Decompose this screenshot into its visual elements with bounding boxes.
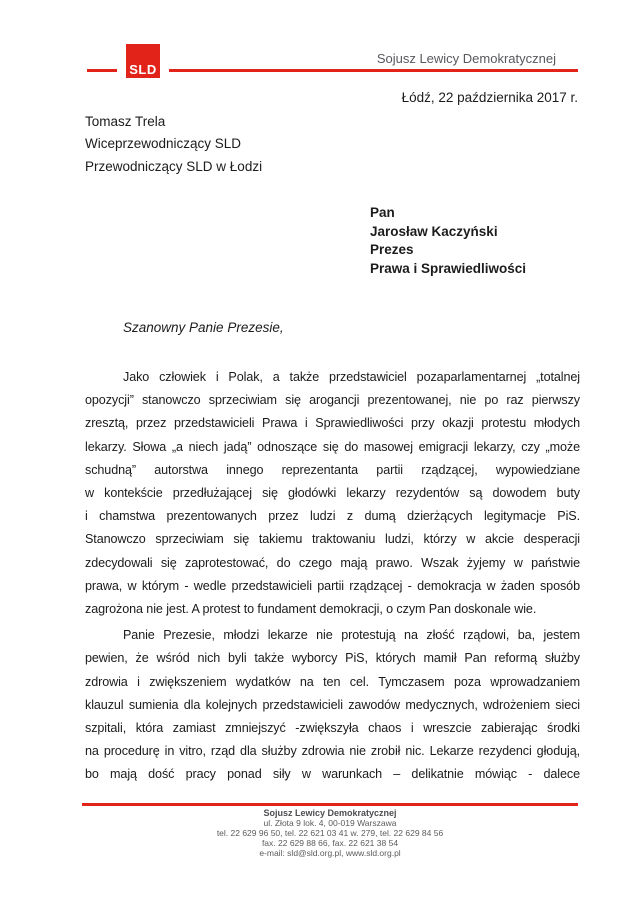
body-line: lekarzy. Słowa „a niech jadą” odnoszące się do masowej emigracji lekarzy, czy „może <box>85 439 580 454</box>
body-line: Panie Prezesie, młodzi lekarze nie protestują na złość rządowi, ba, jestem <box>123 628 580 643</box>
footer-org-name: Sojusz Lewicy Demokratycznej <box>263 808 397 818</box>
footer-rule <box>82 803 578 806</box>
body-line: schudną” autorstwa innego reprezentanta partii rządzącej, wypowiedziane <box>85 462 580 477</box>
body-line: zdecydowali się zaprotestować, do czego mają prawo. Wszak żyjemy w państwie <box>85 555 580 570</box>
body-line: szpitali, która zamiast zmniejszyć -zwiększyła chaos i wreszcie zabierając środki <box>85 721 580 736</box>
body-line: zagrożona nie jest. A protest to fundament demokracji, o czym Pan doskonale wie. <box>85 602 537 617</box>
salutation: Szanowny Panie Prezesie, <box>123 320 284 335</box>
header-rule-right <box>169 69 578 72</box>
body-line: pewien, że wśród nich byli także wyborcy PiS, których mamił Pan reformą służby <box>85 651 580 666</box>
sld-logo <box>126 44 160 78</box>
footer-block <box>82 808 578 858</box>
letter-body <box>85 366 580 787</box>
paragraph-1 <box>85 366 580 621</box>
body-line: zresztą, przez przedstawicieli Prawa i Sprawiedliwości przy okazji protestu młodych <box>85 416 580 431</box>
footer-email-web: e-mail: sld@sld.org.pl, www.sld.org.pl <box>259 848 401 858</box>
body-line: i chamstwa prezentowanych przez ludzi z dumą dzierżących legitymacje PiS. <box>85 509 580 524</box>
sender-title-1: Wiceprzewodniczący SLD <box>85 136 242 152</box>
sender-name: Tomasz Trela <box>85 114 166 129</box>
body-line: Stanowczo sprzeciwiam się takiemu traktowaniu ludzi, którzy w akcie desperacji <box>85 532 580 547</box>
body-line: na procedurę in vitro, rząd dla służby zdrowia nie zrobił nic. Lekarze rezydenci głodują, <box>85 744 580 759</box>
body-line: klauzul sumienia dla kolejnych przedstawicieli zawodów medycznych, wdrożeniem sieci <box>85 697 580 712</box>
footer-address: ul. Złota 9 lok. 4, 00-019 Warszawa <box>263 818 397 828</box>
body-line: opozycji” stanowczo sprzeciwiam się arogancji prezentowanej, nie po raz pierwszy <box>85 393 580 408</box>
recipient-honorific: Pan <box>370 205 395 220</box>
date-line: Łódź, 22 października 2017 r. <box>401 90 578 105</box>
body-line: prawa, w którym - wedle przedstawicieli partii rządzącej - demokracja w żaden sposób <box>85 578 580 593</box>
recipient-block <box>370 204 526 278</box>
body-line: bo mają dość pracy ponad siły w warunkach – delikatnie mówiąc - dalece <box>85 767 580 782</box>
body-line: Jako człowiek i Polak, a także przedstawiciel pozaparlamentarnej „totalnej <box>123 370 580 384</box>
recipient-org: Prawa i Sprawiedliwości <box>370 260 527 276</box>
recipient-role: Prezes <box>370 242 414 258</box>
body-line: zdrowia i zwiększeniem wydatków na ten cel. Tymczasem poza wprowadzaniem <box>85 674 580 689</box>
footer-phones: tel. 22 629 96 50, tel. 22 621 03 41 w. 279, tel. 22 629 84 56 <box>216 828 444 838</box>
footer-fax: fax. 22 629 88 66, fax. 22 621 38 54 <box>261 838 399 848</box>
recipient-name: Jarosław Kaczyński <box>370 223 498 239</box>
sld-logo-text: SLD <box>129 62 157 77</box>
header-rule-left <box>87 69 117 72</box>
paragraph-2 <box>85 624 580 786</box>
sender-block <box>85 111 262 178</box>
header-org-name: Sojusz Lewicy Demokratycznej <box>376 51 556 66</box>
body-line: w kontekście przedłużającej się głodówki lekarzy rezydentów są dowodem buty <box>85 486 580 501</box>
sender-title-2: Przewodniczący SLD w Łodzi <box>85 158 263 174</box>
